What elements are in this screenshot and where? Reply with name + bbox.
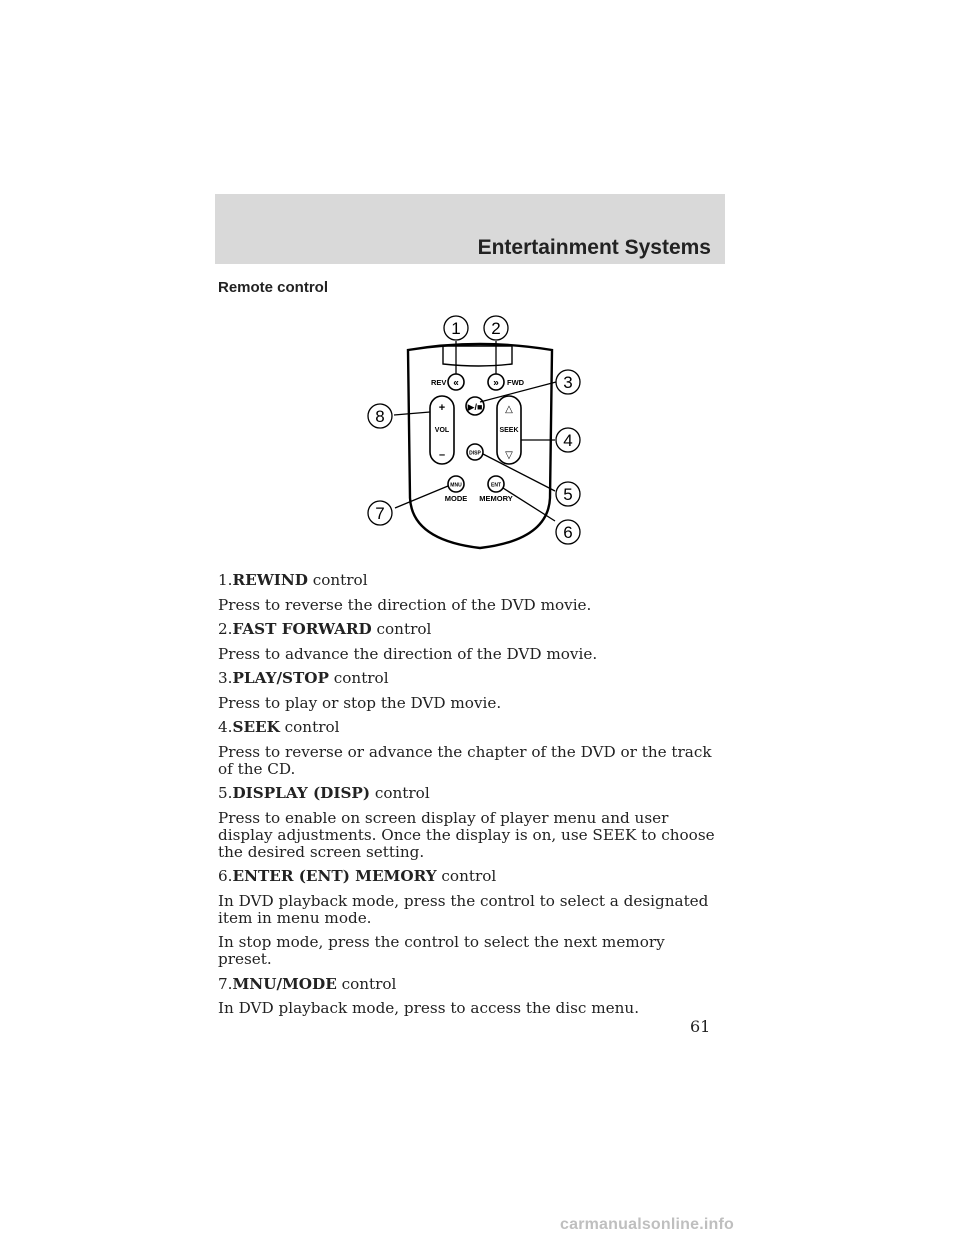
item-4-description: Press to reverse or advance the chapter of the DVD or the track of the CD. [218,742,712,778]
seek-label: SEEK [499,427,519,434]
callout-6: 6 [563,523,573,542]
seek-down-icon: ▽ [505,450,513,461]
item-1-title: 1.REWIND control [218,571,368,589]
rewind-icon: « [453,377,459,389]
fwd-label: FWD [507,378,525,387]
item-2-title: 2.FAST FORWARD control [218,620,432,638]
remote-control-figure [360,308,600,558]
callout-7: 7 [375,504,385,523]
item-7-title: 7.MNU/MODE control [218,974,397,993]
callout-8: 8 [375,407,385,426]
item-3-title: 3.PLAY/STOP control [218,669,389,687]
item-6-description-2: In stop mode, press the control to select the next memory preset. [218,933,665,968]
callout-1: 1 [451,319,461,338]
mnu-label: MNU [450,482,462,489]
ent-label: ENT [491,482,501,489]
seek-up-icon: △ [505,404,513,415]
callout-3: 3 [563,373,573,392]
disp-label: DISP [469,450,481,457]
item-7-description: In DVD playback mode, press to access the disc menu. [218,999,640,1017]
item-2-description: Press to advance the direction of the DVD movie. [218,644,598,663]
mode-label: MODE [444,494,468,503]
vol-plus-label: + [438,402,446,414]
memory-label: MEMORY [479,494,513,503]
item-3-description: Press to play or stop the DVD movie. [218,693,502,712]
watermark: carmanualsonline.info [560,1216,735,1233]
vol-label: VOL [434,427,450,434]
section-heading: Remote control [218,279,329,296]
callout-4: 4 [563,431,573,450]
page-number: 61 [690,1017,711,1036]
header-band [215,194,725,264]
fast-forward-icon: » [493,377,499,389]
vol-minus-label: – [438,449,446,461]
play-stop-icon: ▶/■ [467,402,483,412]
item-6-title: 6.ENTER (ENT) MEMORY control [218,867,497,885]
rev-label: REV [431,378,447,387]
item-4-title: 4.SEEK control [218,718,340,736]
page-header-title: Entertainment Systems [477,236,711,259]
callout-2: 2 [491,319,501,338]
callout-5: 5 [563,485,573,504]
item-5-title: 5.DISPLAY (DISP) control [218,784,430,802]
item-1-description: Press to reverse the direction of the DVD movie. [218,595,592,614]
item-6-description: In DVD playback mode, press the control to select a designated item in menu mode. [218,891,709,927]
item-5-description: Press to enable on screen display of player menu and user display adjustments. Once the display is on, use SEEK to choose the desired screen setting. [218,808,715,861]
body-text [218,571,718,1036]
